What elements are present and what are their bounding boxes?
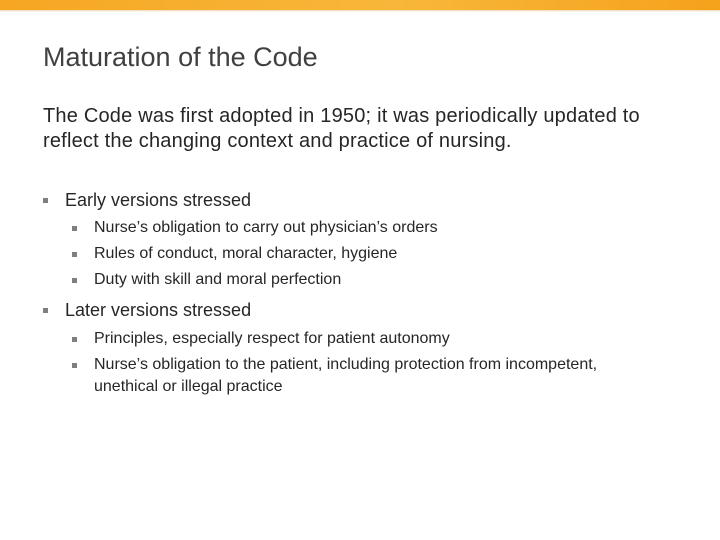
square-bullet-icon [72,278,77,283]
square-bullet-icon [72,226,77,231]
intro-paragraph: The Code was first adopted in 1950; it was periodically updated to reflect the changing context and practice of nursing. [43,105,640,152]
bullet-level2-item [72,354,632,398]
bullet-heading-later: Later versions stressed [65,300,252,320]
square-bullet-icon [72,363,77,368]
bullet-level1-early [43,190,251,211]
accent-top-bar [0,0,720,10]
bullet-level1-later [43,300,251,321]
square-bullet-icon [43,198,48,203]
bullet-item-text: Duty with skill and moral perfection [94,271,342,288]
bullet-level2-item [72,217,438,239]
bullet-item-text: Nurse’s obligation to carry out physician’s orders [94,219,438,236]
bullet-item-text: Principles, especially respect for patient autonomy [94,330,450,347]
bullet-level2-item [72,328,450,350]
square-bullet-icon [43,308,48,313]
bullet-item-text: Rules of conduct, moral character, hygiene [94,245,398,262]
bullet-item-text: Nurse’s obligation to the patient, including protection from incompetent, unethical or illegal practice [94,356,598,395]
bullet-level2-item [72,243,397,265]
slide-title: Maturation of the Code [43,42,318,72]
bullet-heading-early: Early versions stressed [65,190,252,210]
square-bullet-icon [72,337,77,342]
bullet-level2-item [72,269,341,291]
square-bullet-icon [72,252,77,257]
